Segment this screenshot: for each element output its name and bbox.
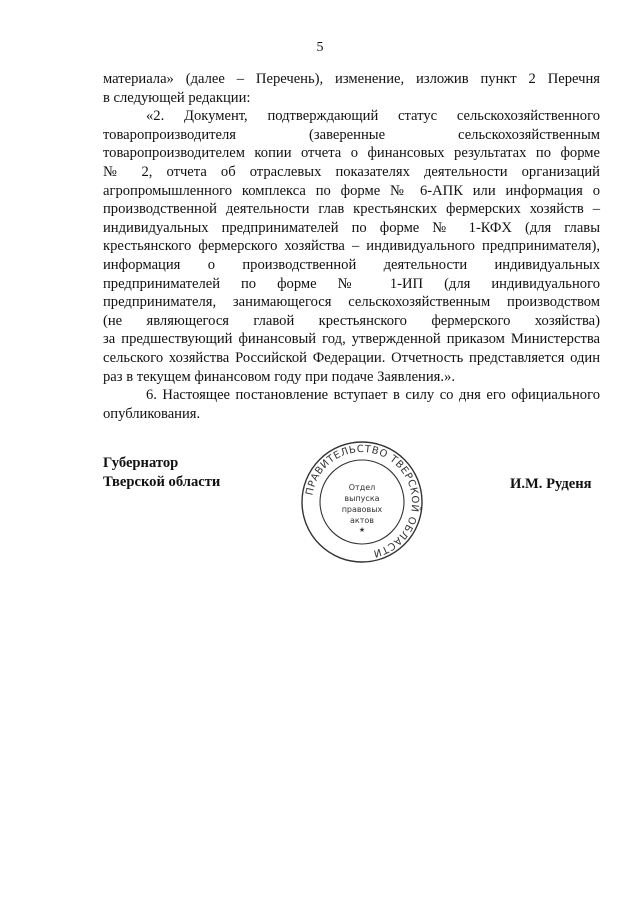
seal-ring-textpath: ПРАВИТЕЛЬСТВО ТВЕРСКОЙ ОБЛАСТИ	[304, 443, 421, 559]
text-line: за предшествующий финансовый год, утвержденной приказом Министерства	[103, 331, 600, 348]
document-body	[103, 70, 600, 423]
text-line: сельского хозяйства Российской Федерации. Отчетность представляется один	[103, 349, 600, 366]
text-line: агропромышленного комплекса по форме № 6-АПК или информация о	[103, 182, 600, 199]
text-line: товаропроизводителя (заверенные сельскохозяйственным	[103, 126, 600, 143]
text-line: «2. Документ, подтверждающий статус сельскохозяйственного	[146, 108, 600, 125]
text-line: 6. Настоящее постановление вступает в силу со дня его официального	[146, 387, 600, 404]
text-line: производственной деятельности глав крестьянских фермерских хозяйств –	[103, 201, 600, 218]
signatory-title-line1: Губернатор	[103, 455, 179, 471]
signatory-title	[103, 454, 220, 491]
text-line: крестьянского фермерского хозяйства – индивидуального предпринимателя),	[103, 238, 600, 255]
seal-center-line4: актов	[349, 516, 375, 525]
page-number: 5	[316, 40, 324, 55]
text-line: раз в текущем финансовом году при подаче Заявления.».	[103, 368, 455, 385]
text-line: индивидуальных предпринимателей по форме № 1-КФХ (для главы	[103, 219, 600, 236]
signatory-title-line2: Тверской области	[103, 473, 221, 490]
seal-center-line1: Отдел	[348, 483, 376, 492]
official-seal	[300, 440, 424, 564]
signatory-name: И.М. Руденя	[510, 476, 592, 492]
text-line: товаропроизводителем копии отчета о финансовых результатах по форме	[103, 145, 600, 162]
text-line: опубликования.	[103, 405, 201, 422]
seal-star-icon: ★	[358, 526, 366, 534]
seal-center-line2: выпуска	[344, 494, 380, 503]
text-line: предпринимателей по форме № 1-ИП (для индивидуального	[103, 275, 600, 292]
text-line: № 2, отчета об отраслевых показателях деятельности организаций	[103, 163, 600, 180]
text-line: информация о производственной деятельности индивидуальных	[103, 256, 600, 273]
seal-center-line3: правовых	[341, 505, 383, 514]
text-line: материала» (далее – Перечень), изменение, изложив пункт 2 Перечня	[103, 71, 600, 87]
text-line: в следующей редакции:	[103, 89, 251, 106]
text-line: (не являющегося главой крестьянского фермерского хозяйства)	[103, 312, 600, 329]
text-line: предпринимателя, занимающегося сельскохозяйственным производством	[103, 294, 600, 311]
